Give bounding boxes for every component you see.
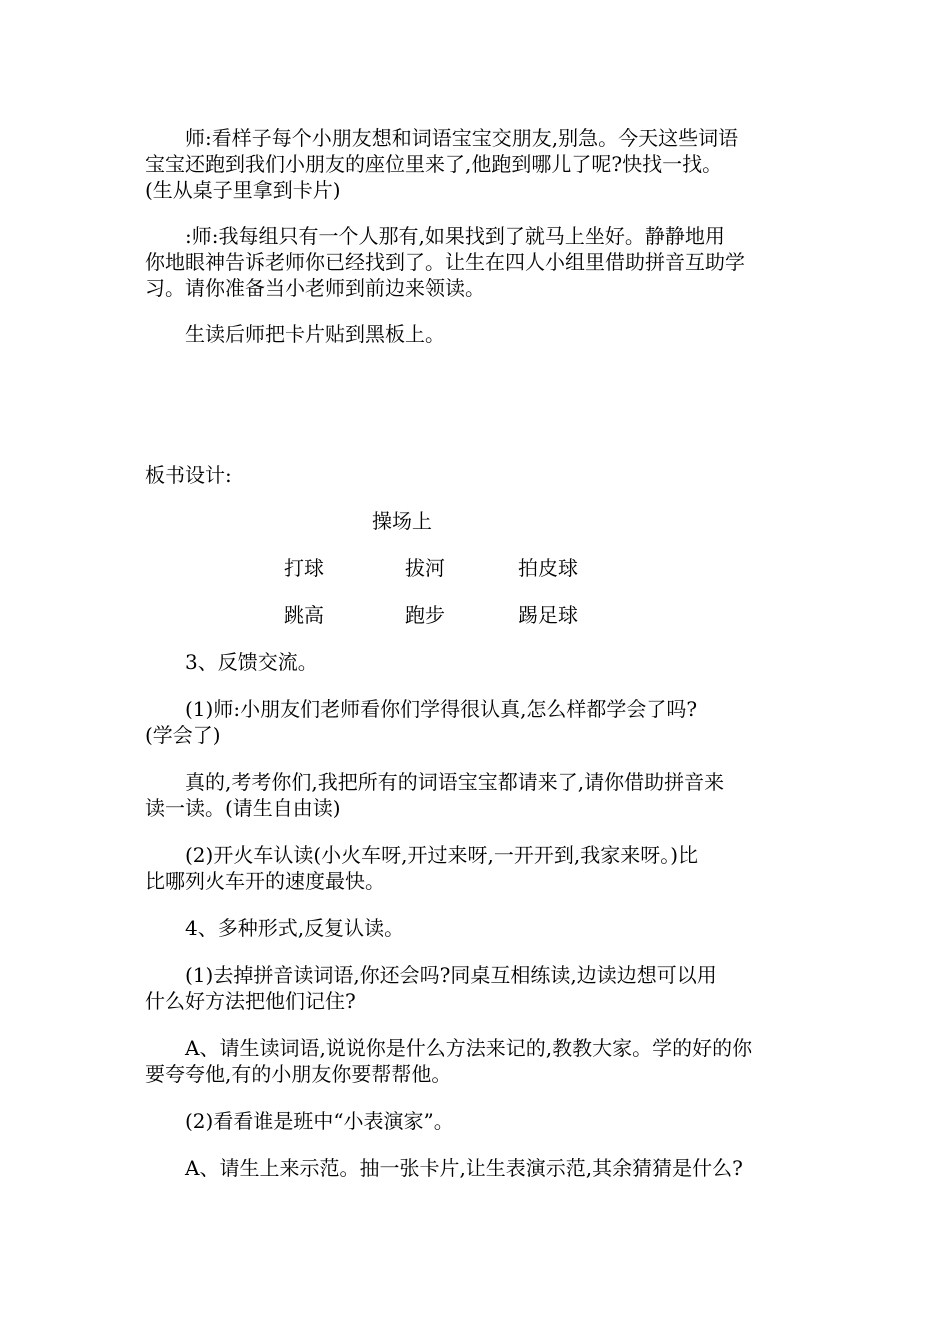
paragraph-line: 什么好方法把他们记住?: [145, 989, 356, 1013]
paragraph-line: :师:我每组只有一个人那有,如果找到了就马上坐好。静静地用: [185, 224, 725, 248]
paragraph-line: A、请生读词语,说说你是什么方法来记的,教教大家。学的好的你: [185, 1036, 753, 1060]
board-word: 跑步: [405, 603, 445, 627]
paragraph-line: 习。请你准备当小老师到前边来领读。: [145, 276, 485, 300]
paragraph-line: A、请生上来示范。抽一张卡片,让生表演示范,其余猜猜是什么?: [185, 1156, 743, 1180]
paragraph-line: 读一读。(请生自由读): [145, 796, 341, 820]
paragraph-line: 你地眼神告诉老师你已经找到了。让生在四人小组里借助拼音互助学: [145, 250, 745, 274]
paragraph-line: (1)去掉拼音读词语,你还会吗?同桌互相练读,边读边想可以用: [185, 963, 717, 987]
paragraph-line: (2)看看谁是班中“小表演家”。: [185, 1109, 454, 1133]
paragraph-line: 宝宝还跑到我们小朋友的座位里来了,他跑到哪儿了呢?快找一找。: [145, 152, 723, 176]
paragraph-line: (2)开火车认读(小火车呀,开过来呀,一开开到,我家来呀。)比: [185, 843, 699, 867]
board-word: 跳高: [284, 603, 324, 627]
paragraph-line: (学会了): [145, 723, 221, 747]
section-heading: 4、多种形式,反复认读。: [185, 916, 405, 940]
section-heading: 3、反馈交流。: [185, 650, 318, 674]
paragraph-line: (生从桌子里拿到卡片): [145, 178, 341, 202]
board-word: 拔河: [405, 556, 445, 580]
board-word: 打球: [284, 556, 324, 580]
paragraph-line: 生读后师把卡片贴到黑板上。: [185, 322, 445, 346]
paragraph-line: 比哪列火车开的速度最快。: [145, 869, 385, 893]
paragraph-line: 要夸夸他,有的小朋友你要帮帮他。: [145, 1062, 452, 1086]
board-word: 踢足球: [518, 603, 578, 627]
board-heading: 操场上: [372, 509, 432, 533]
board-design-title: 板书设计:: [145, 463, 232, 487]
paragraph-line: 师:看样子每个小朋友想和词语宝宝交朋友,别急。今天这些词语: [185, 126, 739, 150]
board-word: 拍皮球: [518, 556, 578, 580]
paragraph-line: 真的,考考你们,我把所有的词语宝宝都请来了,请你借助拼音来: [185, 770, 725, 794]
paragraph-line: (1)师:小朋友们老师看你们学得很认真,怎么样都学会了吗?: [185, 697, 698, 721]
